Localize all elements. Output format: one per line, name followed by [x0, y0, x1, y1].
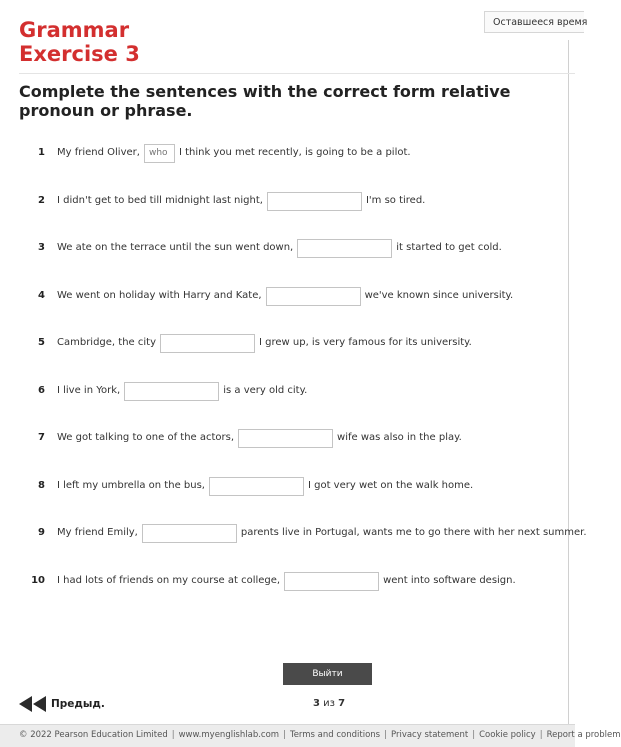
footer: © 2022 Pearson Education Limited | www.myenglishlab.com | Terms and conditions | Privacy statement | Cookie policy | Report a problem [0, 724, 575, 747]
timer-label: Оставшееся время [493, 17, 588, 28]
question-sentence [57, 476, 473, 496]
question-number: 4 [38, 290, 45, 301]
question-number: 6 [38, 385, 45, 396]
exit-button[interactable]: Выйти [283, 663, 372, 685]
double-arrow-left-icon [19, 696, 47, 712]
page-current: 3 [313, 698, 320, 709]
previous-label: Предыд. [51, 698, 105, 710]
footer-privacy-link[interactable]: Privacy statement [390, 730, 469, 740]
sentence-before-blank: I left my umbrella on the bus, [57, 480, 205, 491]
question-number: 5 [38, 337, 45, 348]
question-sentence [57, 143, 411, 163]
sentence-after-blank: it started to get cold. [396, 242, 502, 253]
answer-input[interactable] [160, 334, 255, 353]
question-sentence [57, 286, 513, 306]
footer-copyright: © 2022 Pearson Education Limited [19, 730, 168, 740]
question-number: 9 [38, 527, 45, 538]
answer-input[interactable] [284, 572, 379, 591]
exercise-title [19, 18, 140, 66]
answer-input[interactable] [142, 524, 237, 543]
sentence-after-blank: parents live in Portugal, wants me to go there with her next summer. [240, 527, 587, 538]
sentence-before-blank: My friend Oliver, [57, 147, 140, 158]
question-number: 8 [38, 480, 45, 491]
footer-cookie-link[interactable]: Cookie policy [479, 730, 536, 740]
answer-input[interactable] [209, 477, 304, 496]
footer-report-link[interactable]: Report a problem [546, 730, 621, 740]
right-divider [568, 40, 569, 725]
answer-input[interactable] [144, 144, 175, 163]
sentence-after-blank: is a very old city. [223, 385, 308, 396]
question-sentence [57, 191, 425, 211]
sentence-after-blank: wife was also in the play. [337, 432, 462, 443]
answer-input[interactable] [266, 287, 361, 306]
title-line-2: Exercise 3 [19, 42, 140, 66]
answer-input[interactable] [238, 429, 333, 448]
sentence-before-blank: I live in York, [57, 385, 121, 396]
header-divider [19, 73, 575, 74]
sentence-before-blank: We went on holiday with Harry and Kate, [57, 290, 262, 301]
sentence-before-blank: Cambridge, the city [57, 337, 156, 348]
page-of: из [323, 698, 335, 709]
question-sentence [57, 523, 587, 543]
answer-input[interactable] [297, 239, 392, 258]
previous-page-button[interactable] [19, 696, 105, 712]
question-sentence [57, 238, 502, 258]
answer-input[interactable] [267, 192, 362, 211]
question-number: 1 [38, 147, 45, 158]
title-line-1: Grammar [19, 18, 130, 42]
footer-site-link[interactable]: www.myenglishlab.com [178, 730, 280, 740]
sentence-before-blank: I didn't get to bed till midnight last night, [57, 195, 263, 206]
answer-input[interactable] [124, 382, 219, 401]
question-sentence [57, 571, 516, 591]
question-sentence [57, 428, 462, 448]
sentence-after-blank: I think you met recently, is going to be a pilot. [178, 147, 411, 158]
question-number: 7 [38, 432, 45, 443]
instruction-text: Complete the sentences with the correct form relative pronoun or phrase. [19, 82, 511, 120]
page-counter [313, 698, 345, 709]
sentence-after-blank: I grew up, is very famous for its university. [259, 337, 472, 348]
question-number: 2 [38, 195, 45, 206]
sentence-after-blank: we've known since university. [364, 290, 514, 301]
question-number: 3 [38, 242, 45, 253]
sentence-before-blank: My friend Emily, [57, 527, 138, 538]
question-sentence [57, 381, 307, 401]
page-total: 7 [338, 698, 346, 709]
question-number: 10 [31, 575, 45, 586]
sentence-before-blank: I had lots of friends on my course at college, [57, 575, 281, 586]
question-sentence [57, 333, 472, 353]
sentence-before-blank: We got talking to one of the actors, [57, 432, 235, 443]
sentence-after-blank: I'm so tired. [365, 195, 426, 206]
footer-terms-link[interactable]: Terms and conditions [289, 730, 381, 740]
sentence-after-blank: went into software design. [383, 575, 516, 586]
sentence-before-blank: We ate on the terrace until the sun went down, [57, 242, 294, 253]
time-remaining-box [484, 11, 588, 33]
sentence-after-blank: I got very wet on the walk home. [307, 480, 474, 491]
